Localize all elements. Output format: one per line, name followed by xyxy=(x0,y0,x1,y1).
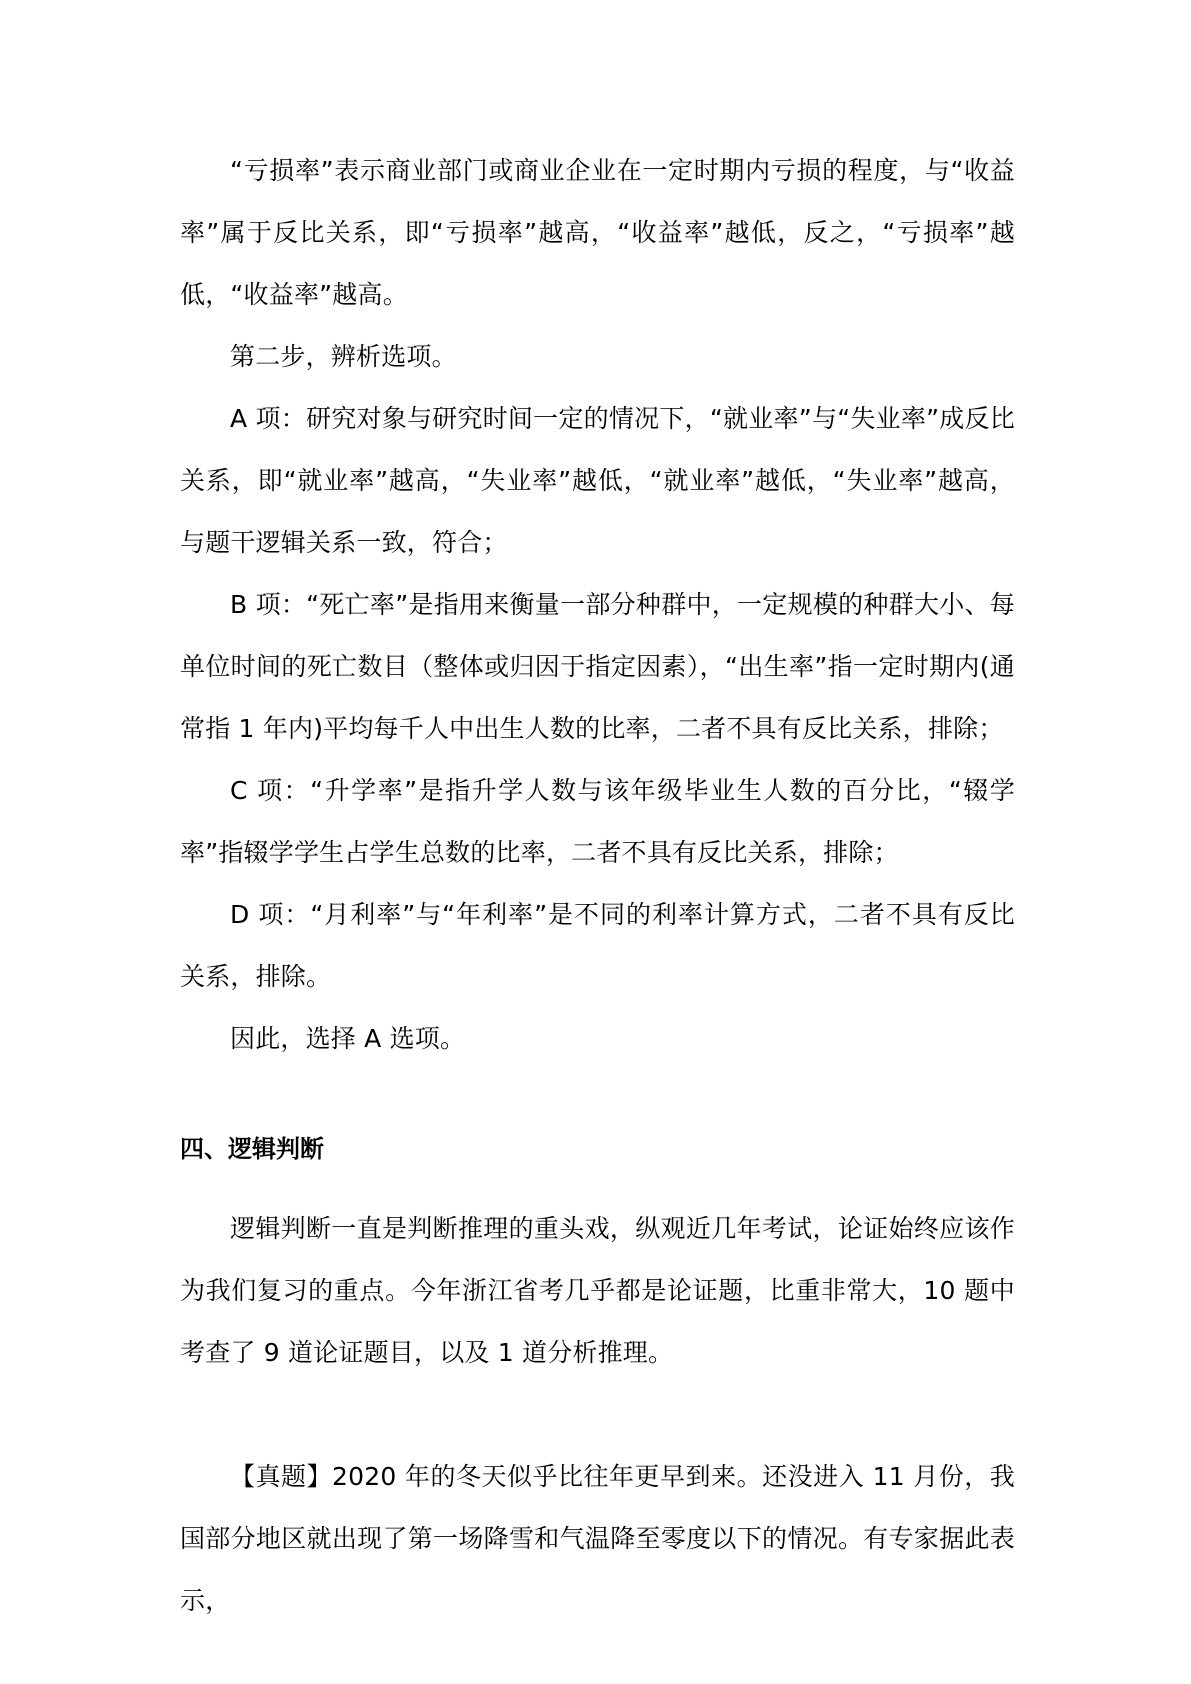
paragraph-loss-rate-explanation: “亏损率”表示商业部门或商业企业在一定时期内亏损的程度，与“收益率”属于反比关系，即“亏损率”越高，“收益率”越低，反之，“亏损率”越低，“收益率”越高。 xyxy=(180,156,1015,309)
section-heading: 四、逻辑判断 xyxy=(180,1135,324,1163)
paragraph-option-a: A 项：研究对象与研究时间一定的情况下，“就业率”与“失业率”成反比关系，即“就业率”越高，“失业率”越低，“就业率”越低，“失业率”越高，与题干逻辑关系一致，符合； xyxy=(180,404,1015,557)
paragraph-answer: 因此，选择 A 选项。 xyxy=(230,1024,466,1053)
paragraph-option-c: C 项：“升学率”是指升学人数与该年级毕业生人数的百分比，“辍学率”指辍学学生占学生总数的比率，二者不具有反比关系，排除； xyxy=(180,776,1015,867)
spacer xyxy=(180,1070,1015,1118)
paragraph-option-d: D 项：“月利率”与“年利率”是不同的利率计算方式，二者不具有反比关系，排除。 xyxy=(180,900,1015,991)
paragraph-section-intro: 逻辑判断一直是判断推理的重头戏，纵观近几年考试，论证始终应该作为我们复习的重点。今年浙江省考几乎都是论证题，比重非常大，10 题中考查了 9 道论证题目，以及 1 道分析推理。 xyxy=(180,1214,1015,1367)
document-body xyxy=(180,140,1015,1632)
paragraph-question: 【真题】2020 年的冬天似乎比往年更早到来。还没进入 11 月份，我国部分地区就出现了第一场降雪和气温降至零度以下的情况。有专家据此表示， xyxy=(180,1462,1015,1615)
spacer xyxy=(180,1180,1015,1198)
paragraph-step-two: 第二步，辨析选项。 xyxy=(230,342,457,371)
paragraph-option-b: B 项：“死亡率”是指用来衡量一部分种群中，一定规模的种群大小、每单位时间的死亡数目（整体或归因于指定因素），“出生率”指一定时期内(通常指 1 年内)平均每千人中出生人数的比率，二者不具有反比关系，排除； xyxy=(180,590,1015,743)
spacer xyxy=(180,1384,1015,1446)
